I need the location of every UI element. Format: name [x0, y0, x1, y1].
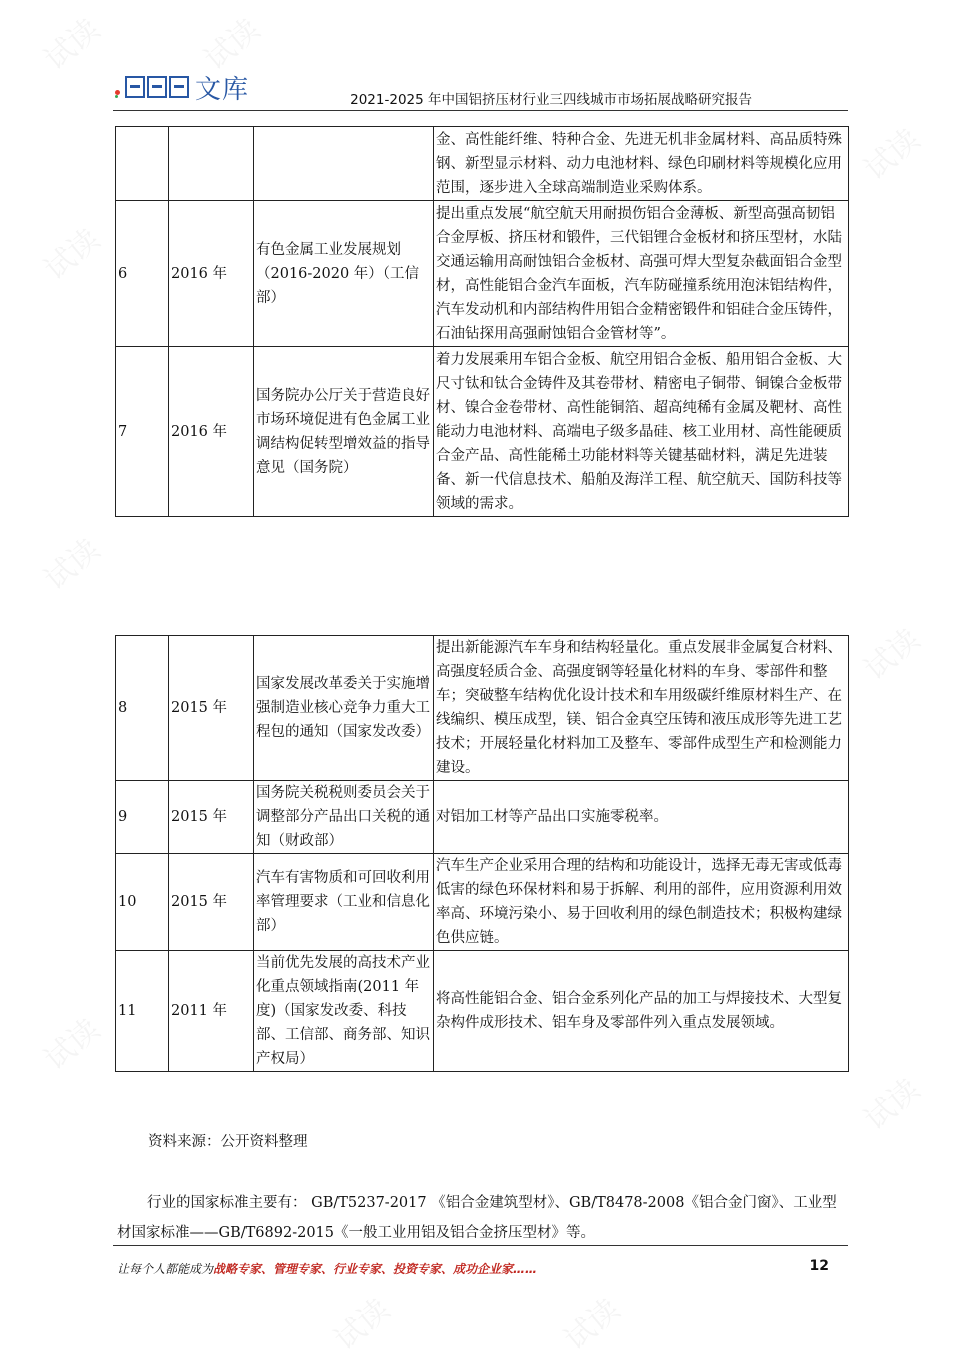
row-year	[169, 127, 254, 201]
footer-divider	[113, 1245, 848, 1246]
watermark: 试读	[38, 531, 107, 598]
row-policy-name: 有色金属工业发展规划（2016-2020 年）（工信部）	[254, 201, 434, 347]
table-row	[116, 347, 849, 517]
logo-text: 文库	[195, 74, 250, 105]
watermark: 试读	[858, 621, 927, 688]
row-description: 着力发展乘用车铝合金板、航空用铝合金板、船用铝合金板、大尺寸钛和钛合金铸件及其卷带材、精密电子铜带、铜镍合金板带材、镍合金卷带材、高性能铜箔、超高纯稀有金属及靶材、高性能动力电池材料、高端电子级多晶硅、核工业用材、高性能硬质合金产品、高性能稀土功能材料等关键基础材料，满足先进装备、新一代信息技术、船舶及海洋工程、航空航天、国防科技等领域的需求。	[434, 347, 849, 517]
footer-slogan-prefix: 让每个人都能成为	[117, 1262, 214, 1276]
row-number: 8	[116, 636, 169, 781]
standards-paragraph: 行业的国家标准主要有： GB/T5237-2017 《铝合金建筑型材》、GB/T8478-2008《铝合金门窗》、工业型材国家标准——GB/T6892-2015《一般工业用铝及铝合金挤压型材》等。	[117, 1195, 837, 1241]
row-year: 2015 年	[169, 781, 254, 854]
row-number: 7	[116, 347, 169, 517]
row-policy-name: 国务院办公厅关于营造良好市场环境促进有色金属工业调结构促转型增效益的指导意见（国务院）	[254, 347, 434, 517]
watermark: 试读	[198, 11, 267, 78]
logo	[113, 72, 250, 105]
watermark: 试读	[858, 1071, 927, 1138]
row-year: 2015 年	[169, 636, 254, 781]
row-number: 11	[116, 951, 169, 1072]
row-description: 汽车生产企业采用合理的结构和功能设计，选择无毒无害或低毒低害的绿色环保材料和易于拆解、利用的部件，应用资源利用效率高、环境污染小、易于回收利用的绿色制造技术；积极构建绿色供应链。	[434, 854, 849, 951]
watermark: 试读	[858, 121, 927, 188]
page-header	[113, 68, 848, 112]
watermark: 试读	[38, 11, 107, 78]
row-description: 提出新能源汽车车身和结构轻量化。重点发展非金属复合材料、高强度轻质合金、高强度钢等轻量化材料的车身、零部件和整车；突破整车结构优化设计技术和车用级碳纤维原材料生产、在线编织、模压成型，镁、铝合金真空压铸和液压成形等先进工艺技术；开展轻量化材料加工及整车、零部件成型生产和检测能力建设。	[434, 636, 849, 781]
policy-table	[115, 635, 849, 1072]
watermark: 试读	[38, 1011, 107, 1078]
row-description: 提出重点发展“航空航天用耐损伤铝合金薄板、新型高强高韧铝合金厚板、挤压材和锻件，三代铝锂合金板材和挤压型材，水陆交通运输用高耐蚀铝合金板材、高强可焊大型复杂截面铝合金型材，高性能铝合金汽车面板，汽车防碰撞系统用泡沫铝结构件，汽车发动机和内部结构件用铝合金精密锻件和铝硅合金压铸件，石油钻探用高强耐蚀铝合金管材等”。	[434, 201, 849, 347]
policy-table	[115, 126, 849, 517]
footer-slogan-emphasis: 战略专家、管理专家、行业专家、投资专家、成功企业家……	[213, 1262, 538, 1276]
row-policy-name: 当前优先发展的高技术产业化重点领域指南(2011 年度)（国家发改委、科技部、工信部、商务部、知识产权局）	[254, 951, 434, 1072]
row-description: 金、高性能纤维、特种合金、先进无机非金属材料、高品质特殊钢、新型显示材料、动力电池材料、绿色印刷材料等规模化应用范围，逐步进入全球高端制造业采购体系。	[434, 127, 849, 201]
row-description: 对铝加工材等产品出口实施零税率。	[434, 781, 849, 854]
watermark: 试读	[328, 1291, 397, 1358]
watermark: 试读	[38, 221, 107, 288]
logo-mark-icon	[125, 76, 189, 98]
logo-dots-icon	[113, 72, 123, 102]
source-note: 资料来源：公开资料整理	[148, 1134, 308, 1150]
row-number: 6	[116, 201, 169, 347]
table-row	[116, 781, 849, 854]
watermark: 试读	[558, 1291, 627, 1358]
row-description: 将高性能铝合金、铝合金系列化产品的加工与焊接技术、大型复杂构件成形技术、铝车身及零部件列入重点发展领域。	[434, 951, 849, 1072]
row-policy-name: 汽车有害物质和可回收利用率管理要求（工业和信息化部）	[254, 854, 434, 951]
table-row	[116, 201, 849, 347]
page-number: 12	[809, 1258, 829, 1274]
row-number: 10	[116, 854, 169, 951]
row-policy-name: 国务院关税税则委员会关于调整部分产品出口关税的通知（财政部）	[254, 781, 434, 854]
row-year: 2016 年	[169, 201, 254, 347]
row-policy-name	[254, 127, 434, 201]
table-row	[116, 951, 849, 1072]
document-title: 2021-2025 年中国铝挤压材行业三四线城市市场拓展战略研究报告	[350, 92, 752, 108]
page-footer	[117, 1260, 829, 1277]
table-row	[116, 127, 849, 201]
row-year: 2015 年	[169, 854, 254, 951]
row-policy-name: 国家发展改革委关于实施增强制造业核心竞争力重大工程包的通知（国家发改委）	[254, 636, 434, 781]
table-row	[116, 854, 849, 951]
row-number	[116, 127, 169, 201]
table-row	[116, 636, 849, 781]
row-year: 2011 年	[169, 951, 254, 1072]
row-year: 2016 年	[169, 347, 254, 517]
header-divider	[113, 110, 848, 111]
row-number: 9	[116, 781, 169, 854]
